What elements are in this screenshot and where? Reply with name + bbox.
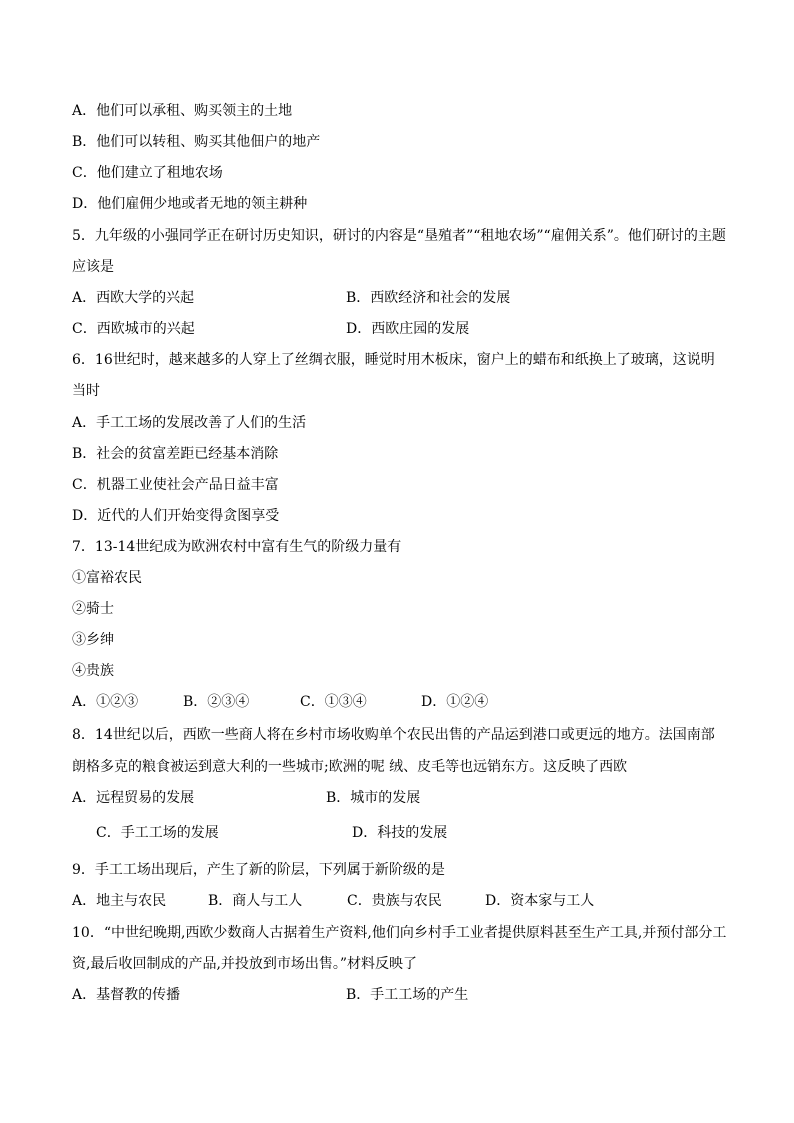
- q6-option-b: B．社会的贫富差距已经基本消除: [72, 446, 279, 462]
- q6-option-d: D．近代的人们开始变得贪图享受: [72, 508, 280, 524]
- q5-option-b: B．西欧经济和社会的发展: [346, 290, 511, 306]
- q7-option-d: D．①②④: [421, 694, 489, 710]
- q6-option-c: C．机器工业使社会产品日益丰富: [72, 477, 279, 493]
- q5-stem-line1: 5．九年级的小强同学正在研讨历史知识，研讨的内容是“垦殖者”“租地农场”“雇佣关系”。他们研讨的主题: [72, 228, 726, 244]
- q5-stem-line2: 应该是: [72, 259, 114, 275]
- q6-option-a: A．手工工场的发展改善了人们的生活: [72, 415, 307, 431]
- q6-stem-line2: 当时: [72, 383, 100, 399]
- q7-item-3: ③乡绅: [72, 632, 114, 648]
- q8-stem-line2: 朗格多克的粮食被运到意大利的一些城市;欧洲的呢 绒、皮毛等也远销东方。这反映了西欧: [72, 759, 628, 775]
- q8-option-d: D．科技的发展: [352, 825, 448, 841]
- q6-stem-line1: 6．16世纪时，越来越多的人穿上了丝绸衣服，睡觉时用木板床，窗户上的蜡布和纸换上了玻璃，这说明: [72, 352, 715, 368]
- q8-option-b: B．城市的发展: [326, 790, 421, 806]
- q10-stem-line1: 10．“中世纪晚期,西欧少数商人古据着生产资料,他们向乡村手工业者提供原料甚至生产工具,并预付部分工: [72, 925, 727, 941]
- q4-option-c: C．他们建立了租地农场: [72, 165, 223, 181]
- q9-option-a: A．地主与农民: [72, 893, 167, 909]
- q4-option-d: D．他们雇佣少地或者无地的领主耕种: [72, 196, 308, 212]
- q4-option-a: A．他们可以承租、购买领主的土地: [72, 103, 293, 119]
- q8-option-c: C．手工工场的发展: [96, 825, 219, 841]
- q7-stem: 7．13-14世纪成为欧洲农村中富有生气的阶级力量有: [72, 539, 402, 555]
- q10-option-b: B．手工工场的产生: [346, 987, 469, 1003]
- q9-option-b: B．商人与工人: [208, 893, 303, 909]
- q5-option-d: D．西欧庄园的发展: [346, 321, 470, 337]
- q7-option-c: C．①③④: [300, 694, 367, 710]
- q5-option-a: A．西欧大学的兴起: [72, 290, 195, 306]
- q7-option-b: B．②③④: [183, 694, 250, 710]
- q9-option-c: C．贵族与农民: [347, 893, 442, 909]
- q7-option-a: A．①②③: [72, 694, 139, 710]
- q7-item-1: ①富裕农民: [72, 570, 142, 586]
- q8-option-a: A．远程贸易的发展: [72, 790, 195, 806]
- q10-stem-line2: 资,最后收回制成的产品,并投放到市场出售。”材料反映了: [72, 956, 418, 972]
- q4-option-b: B．他们可以转租、购买其他佃户的地产: [72, 134, 321, 150]
- q9-option-d: D．资本家与工人: [485, 893, 595, 909]
- q10-option-a: A．基督教的传播: [72, 987, 181, 1003]
- q7-item-4: ④贵族: [72, 663, 114, 679]
- q7-item-2: ②骑士: [72, 601, 114, 617]
- q9-stem: 9．手工工场出现后，产生了新的阶层，下列属于新阶级的是: [72, 862, 445, 878]
- q8-stem-line1: 8．14世纪以后，西欧一些商人将在乡村市场收购单个农民出售的产品运到港口或更远的地方。法国南部: [72, 727, 715, 743]
- q5-option-c: C．西欧城市的兴起: [72, 321, 195, 337]
